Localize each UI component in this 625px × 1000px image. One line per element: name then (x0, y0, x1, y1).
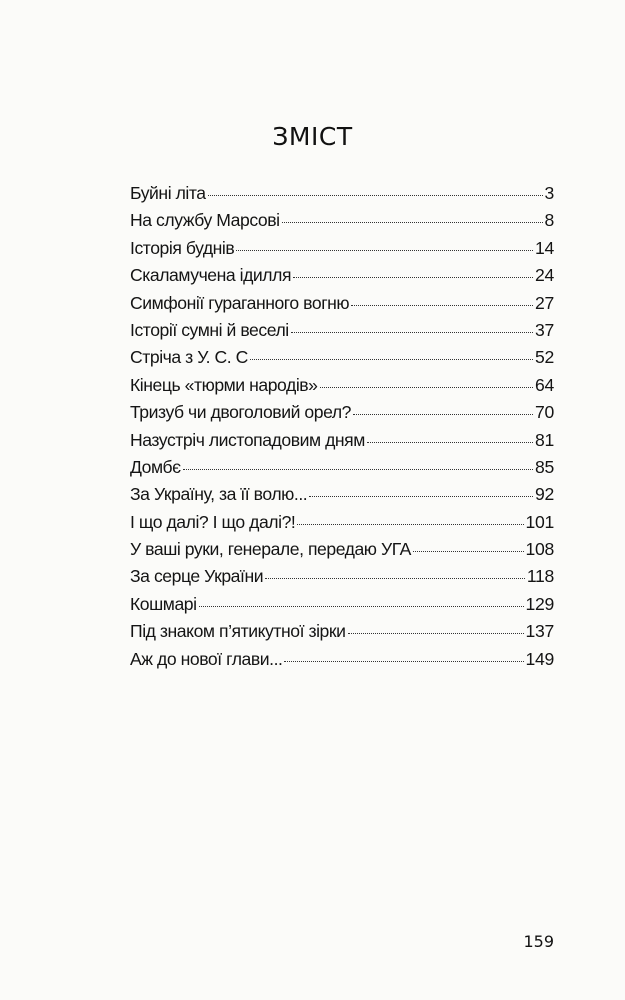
page-number: 159 (523, 932, 554, 951)
toc-entry-title: За серце України (130, 566, 264, 587)
toc-entry-title: Кошмарі (130, 593, 197, 614)
toc-entry-page: 3 (544, 183, 554, 203)
toc-entry-title: Історії сумні й веселі (130, 319, 289, 340)
toc-entry-page: 137 (525, 621, 554, 642)
page-title: ЗМІСТ (272, 122, 353, 151)
toc-entry-title: Історія буднів (130, 237, 235, 258)
toc-entry-title: Буйні літа (130, 183, 206, 203)
toc-entry (130, 512, 554, 539)
toc-entry (130, 320, 554, 347)
toc-entry (130, 210, 554, 237)
dot-leader (291, 332, 533, 333)
toc-entry-page: 129 (525, 593, 554, 614)
toc-entry-page: 24 (535, 265, 554, 286)
toc-entry-title: Аж до нової глави... (130, 648, 283, 669)
toc-entry-title: Симфонії гураганного вогню (130, 292, 350, 313)
dot-leader (351, 305, 533, 306)
toc-entry (130, 621, 554, 648)
toc-entry-page: 64 (535, 374, 554, 395)
toc-entry-title: Кінець «тюрми народів» (130, 374, 318, 395)
toc-entry-title: Під знаком п’ятикутної зірки (130, 621, 346, 642)
toc-entry-page: 70 (535, 402, 554, 423)
dot-leader (297, 524, 523, 525)
table-of-contents (130, 183, 554, 676)
dot-leader (284, 661, 523, 662)
dot-leader (293, 277, 533, 278)
toc-entry (130, 484, 554, 511)
dot-leader (183, 469, 533, 470)
toc-entry (130, 347, 554, 374)
toc-entry-page: 118 (526, 566, 554, 587)
dot-leader (250, 359, 533, 360)
toc-entry-page: 108 (525, 539, 554, 560)
toc-entry-page: 27 (535, 292, 554, 313)
dot-leader (413, 551, 524, 552)
toc-entry-page: 81 (535, 429, 554, 450)
toc-entry (130, 183, 554, 210)
toc-entry-page: 101 (525, 511, 554, 532)
toc-entry-title: У ваші руки, генерале, передаю УГА (130, 539, 411, 560)
toc-entry (130, 566, 554, 593)
toc-entry (130, 265, 554, 292)
toc-entry-title: На службу Марсові (130, 210, 280, 231)
toc-entry (130, 539, 554, 566)
toc-entry-title: Назустріч листопадовим дням (130, 429, 365, 450)
dot-leader (236, 250, 533, 251)
toc-entry-title: І що далі? І що далі?! (130, 511, 296, 532)
toc-entry-page: 14 (535, 237, 554, 258)
toc-entry-title: Скаламучена ідилля (130, 265, 292, 286)
toc-entry (130, 649, 554, 676)
toc-entry-page: 8 (544, 210, 554, 231)
dot-leader (320, 387, 534, 388)
toc-entry (130, 402, 554, 429)
toc-entry-title: За Україну, за її волю... (130, 484, 308, 505)
toc-entry-page: 85 (535, 456, 554, 477)
toc-entry-title: Домбє (130, 456, 181, 477)
toc-entry-page: 92 (535, 484, 554, 505)
dot-leader (309, 496, 533, 497)
toc-entry-page: 37 (535, 319, 554, 340)
dot-leader (208, 195, 543, 196)
dot-leader (282, 222, 543, 223)
toc-entry (130, 457, 554, 484)
toc-entry-title: Стріча з У. С. С (130, 347, 248, 368)
toc-entry (130, 375, 554, 402)
dot-leader (199, 606, 524, 607)
toc-entry (130, 430, 554, 457)
dot-leader (353, 414, 533, 415)
dot-leader (367, 442, 533, 443)
toc-entry-page: 149 (525, 648, 554, 669)
toc-entry (130, 594, 554, 621)
dot-leader (348, 633, 524, 634)
dot-leader (265, 578, 525, 579)
toc-entry (130, 238, 554, 265)
toc-entry (130, 293, 554, 320)
toc-entry-page: 52 (535, 347, 554, 368)
toc-entry-title: Тризуб чи двоголовий орел? (130, 402, 351, 423)
